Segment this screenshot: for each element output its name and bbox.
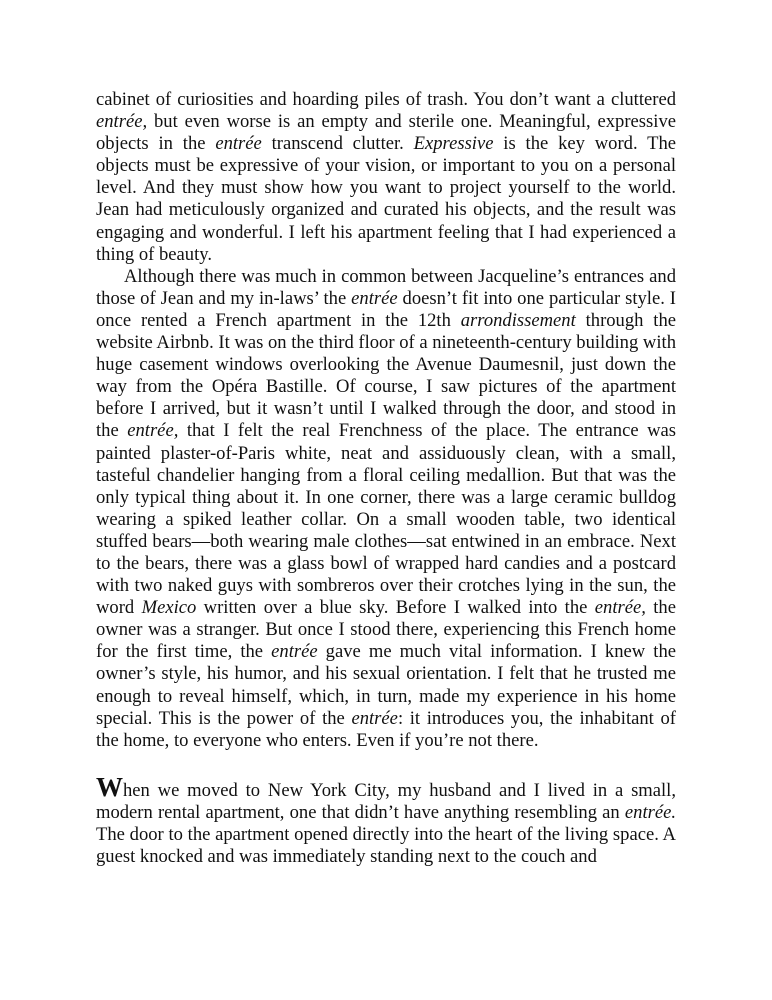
text-run-italic: entrée	[351, 287, 398, 309]
text-run: hen we moved to New York City, my husband and I lived in a small, modern rental apartment, one that didn’t have anything resembling an	[96, 779, 676, 823]
text-run: but even worse is an empty and sterile one. Meaningful, expressive objects in the	[96, 111, 676, 155]
paragraph-1	[96, 89, 676, 266]
text-run-italic: Mexico	[141, 597, 197, 619]
text-run: the owner was a stranger. But once I stood there, experiencing this French home for the first time, the	[96, 597, 676, 663]
text-run: that I felt the real Frenchness of the place. The entrance was painted plaster-of-Paris white, neat and assiduously clean, with a small, tasteful chandelier hanging from a floral ceiling medallion. But that was the only typical thing about it. In one corner, there was a large ceramic bulldog wearing a spiked leather collar. On a small wooden table, two identical stuffed bears—both wearing male clothes—sat entwined in an embrace. Next to the bears, there was a glass bowl of wrapped hard candies and a postcard with two naked guys with sombreros over their crotches lying in the sun, the word	[96, 420, 677, 619]
text-run: doesn’t fit into one particular style. I once rented a French apartment in the 12th	[96, 287, 676, 331]
text-run: written over a blue sky. Before I walked into the	[196, 597, 595, 619]
text-run: The door to the apartment opened directly into the heart of the living space. A guest knocked and was immediately standing next to the couch and	[96, 824, 676, 868]
text-run: Although there was much in common between Jacqueline’s entrances and those of Jean and my in-laws’ the	[96, 265, 676, 309]
text-run-italic: arrondissement	[460, 309, 576, 331]
text-run-italic: entrée	[351, 707, 398, 729]
text-run-italic: entrée,	[127, 420, 179, 442]
paragraph-3	[96, 771, 676, 868]
text-run-italic: entrée,	[96, 111, 148, 133]
text-run: transcend clutter.	[261, 133, 414, 155]
section-break	[96, 752, 676, 774]
text-run-italic: Expressive	[413, 133, 494, 155]
text-run-italic: entrée.	[624, 801, 676, 823]
text-run: gave me much vital information. I knew the owner’s style, his humor, and his sexual orientation. I felt that he trusted me enough to reveal himself, which, in turn, made my experience in his home special. This is the power of the	[96, 641, 676, 729]
text-run: cabinet of curiosities and hoarding piles of trash. You don’t want a cluttered	[96, 89, 676, 110]
text-run: is the key word. The objects must be expressive of your vision, or important to you on a personal level. And they must show how you want to project yourself to the world. Jean had meticulously organized and curated his objects, and the result was engaging and wonderful. I left his apartment feeling that I had experienced a thing of beauty.	[96, 133, 676, 265]
text-run-italic: entrée	[215, 133, 262, 155]
book-page	[96, 89, 676, 868]
text-run: through the website Airbnb. It was on the third floor of a nineteenth-century building with huge casement windows overlooking the Avenue Daumesnil, just down the way from the Opéra Bastille. Of course, I saw pictures of the apartment before I arrived, but it wasn’t until I walked through the door, and stood in the	[96, 309, 677, 442]
drop-cap: W	[96, 771, 123, 802]
text-run-italic: entrée,	[594, 597, 646, 619]
text-run: : it introduces you, the inhabitant of the home, to everyone who enters. Even if you’re not there.	[96, 707, 676, 751]
text-run-italic: entrée	[271, 641, 318, 663]
paragraph-2	[96, 266, 676, 752]
